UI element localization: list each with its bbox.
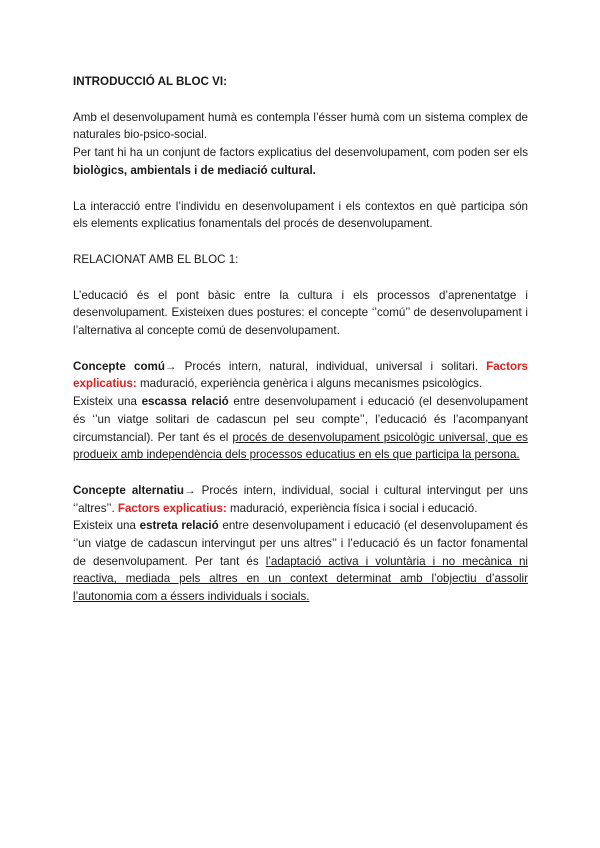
document-body <box>73 73 528 606</box>
concepte-comu-relation-b: entre desenvolupament i educació (el desenvolupament és ‘’un viatge solitari de cadascun pel seu compte’’, l’educació és l’acompanyant circumstancial). Per tant és el <box>73 395 528 444</box>
concepte-comu-underlined: procés de desenvolupament psicològic universal, que es produeix amb independència dels processos educatius en els que participa la persona. <box>73 430 528 462</box>
intro-paragraph-1: Amb el desenvolupament humà es contempla l’ésser humà com un sistema complex de naturales bio-psico-social. <box>73 110 528 142</box>
concepte-comu-definition: Procés intern, natural, individual, universal i solitari. <box>176 359 487 373</box>
concepte-alternatiu-relation <box>73 517 528 606</box>
concepte-alternatiu-paragraph <box>73 482 528 517</box>
intro-paragraph-3: La interacció entre l’individu en desenvolupament i els contextos en què participa són els elements explicatius fonamentals del procés de desenvolupament. <box>73 199 528 231</box>
concepte-comu-relation-bold: escassa relació <box>141 395 229 409</box>
concepte-alternatiu-relation-b: entre desenvolupament i educació (el desenvolupament és ‘’un viatge de cadascun intervingut per uns altres’’ i l’educació és un factor fonamental de desenvolupament. Per tant és <box>73 519 528 568</box>
concepte-alternatiu-definition: Procés intern, individual, social i cultural intervingut per uns ‘’altres’’. <box>73 483 528 515</box>
concepte-alternatiu-factors: maduració, experiència física i social i educació. <box>226 501 478 515</box>
intro-factors-highlight: biològics, ambientals i de mediació cultural. <box>73 163 316 177</box>
concepte-comu-factors: maduració, experiència genèrica i alguns mecanismes psicològics. <box>136 377 483 391</box>
page-title: INTRODUCCIÓ AL BLOC VI: <box>73 75 227 88</box>
concepte-alternatiu-term: Concepte alternatiu <box>73 483 185 497</box>
concepte-comu-term: Concepte comú <box>73 359 165 373</box>
right-arrow-icon: → <box>164 359 177 373</box>
concepte-alternatiu-relation-bold: estreta relació <box>139 519 219 533</box>
right-arrow-icon: → <box>184 483 196 497</box>
bloc1-paragraph: L’educació és el pont bàsic entre la cultura i els processos d’aprenentatge i desenvolupament. Existeixen dues postures: el concepte ‘’comú’’ de desenvolupament i l’alternativa al concepte comú de desenvolupament. <box>73 288 528 338</box>
concepte-comu-factors-label: Factors explicatius: <box>73 359 528 391</box>
intro-paragraph-2-lead: Per tant hi ha un conjunt de factors explicatius del desenvolupament, com poden ser els <box>73 146 528 160</box>
intro-paragraph-2 <box>73 144 528 179</box>
concepte-comu-paragraph <box>73 358 528 393</box>
concepte-comu-relation <box>73 393 528 464</box>
concepte-alternatiu-relation-a: Existeix una <box>73 519 140 533</box>
concepte-alternatiu-underlined: l’adaptació activa i voluntària i no mecànica ni reactiva, mediada pels altres en un context determinat amb l’objectiu d’assolir l’autonomia com a éssers individuals i socials. <box>73 554 529 604</box>
bloc1-heading: RELACIONAT AMB EL BLOC 1: <box>73 252 239 266</box>
concepte-alternatiu-factors-label: Factors explicatius: <box>117 501 227 515</box>
concepte-comu-relation-a: Existeix una <box>73 395 142 409</box>
